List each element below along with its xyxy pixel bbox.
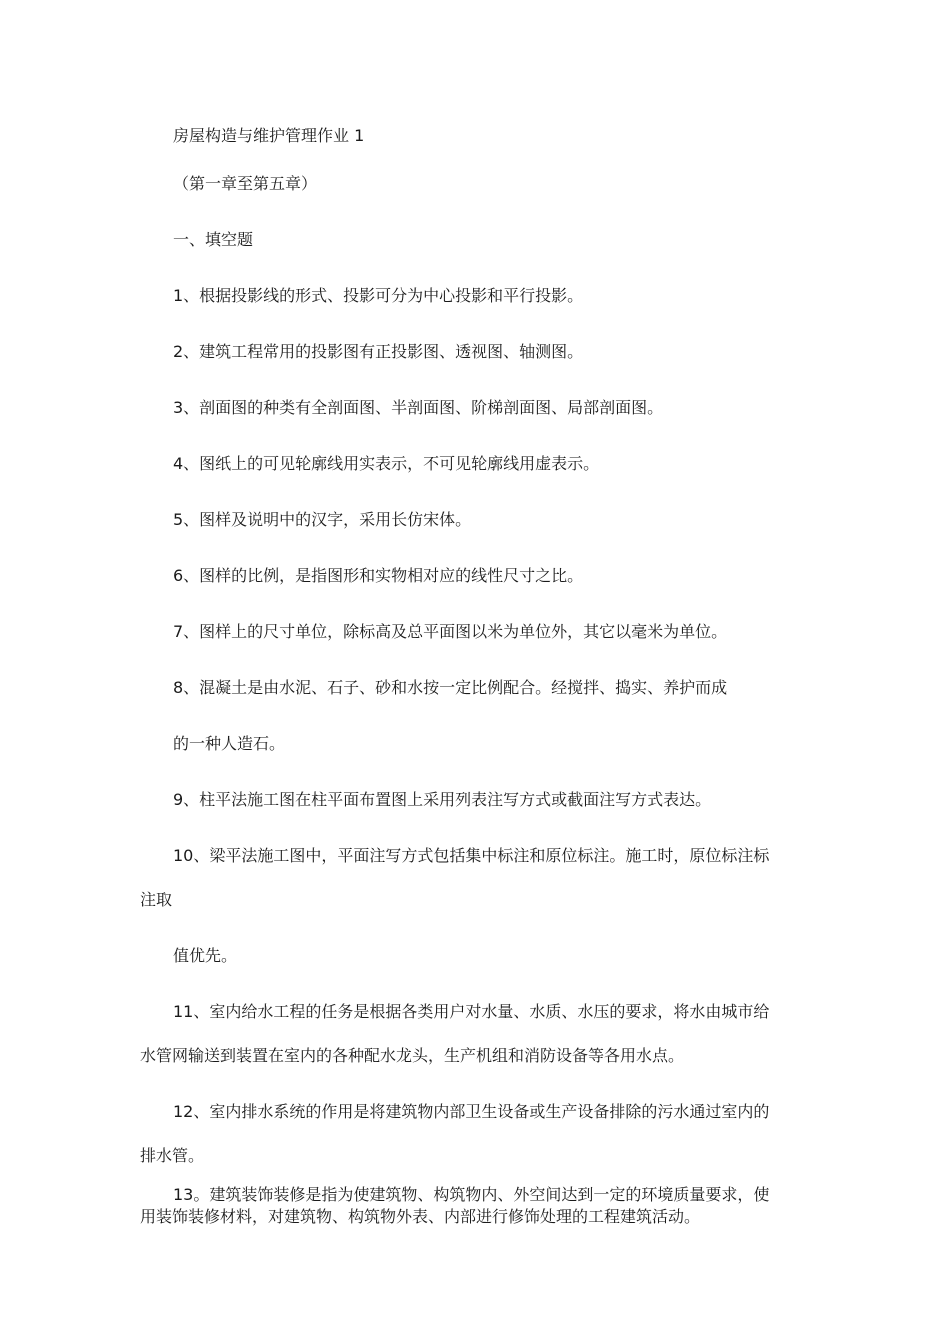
item-9: 9、柱平法施工图在柱平面布置图上采用列表注写方式或截面注写方式表达。	[173, 790, 712, 809]
item-11-continuation: 水管网输送到装置在室内的各种配水龙头，生产机组和消防设备等各用水点。	[140, 1046, 685, 1065]
item-12-continuation: 排水管。	[140, 1146, 205, 1165]
section-heading: 一、填空题	[173, 230, 254, 249]
item-11: 11、室内给水工程的任务是根据各类用户对水量、水质、水压的要求，将水由城市给	[173, 1002, 770, 1021]
item-1: 1、根据投影线的形式、投影可分为中心投影和平行投影。	[173, 286, 584, 305]
item-8: 8、混凝土是由水泥、石子、砂和水按一定比例配合。经搅拌、捣实、养护而成	[173, 678, 728, 697]
item-7: 7、图样上的尺寸单位，除标高及总平面图以米为单位外，其它以毫米为单位。	[173, 622, 728, 641]
document-title: 房屋构造与维护管理作业 1	[173, 126, 365, 145]
item-2: 2、建筑工程常用的投影图有正投影图、透视图、轴测图。	[173, 342, 584, 361]
item-8-continuation: 的一种人造石。	[173, 734, 286, 753]
item-10: 10、梁平法施工图中，平面注写方式包括集中标注和原位标注。施工时，原位标注标	[173, 846, 770, 865]
item-10-continuation-1: 注取	[140, 890, 173, 909]
document-subtitle: （第一章至第五章）	[173, 174, 318, 193]
item-13-continuation: 用装饰装修材料，对建筑物、构筑物外表、内部进行修饰处理的工程建筑活动。	[140, 1207, 701, 1226]
item-4: 4、图纸上的可见轮廓线用实表示，不可见轮廓线用虚表示。	[173, 454, 600, 473]
item-12: 12、室内排水系统的作用是将建筑物内部卫生设备或生产设备排除的污水通过室内的	[173, 1102, 770, 1121]
item-13: 13。建筑装饰装修是指为使建筑物、构筑物内、外空间达到一定的环境质量要求，使	[173, 1185, 770, 1204]
item-10-continuation-2: 值优先。	[173, 946, 238, 965]
item-3: 3、剖面图的种类有全剖面图、半剖面图、阶梯剖面图、局部剖面图。	[173, 398, 664, 417]
item-6: 6、图样的比例，是指图形和实物相对应的线性尺寸之比。	[173, 566, 584, 585]
item-5: 5、图样及说明中的汉字，采用长仿宋体。	[173, 510, 472, 529]
